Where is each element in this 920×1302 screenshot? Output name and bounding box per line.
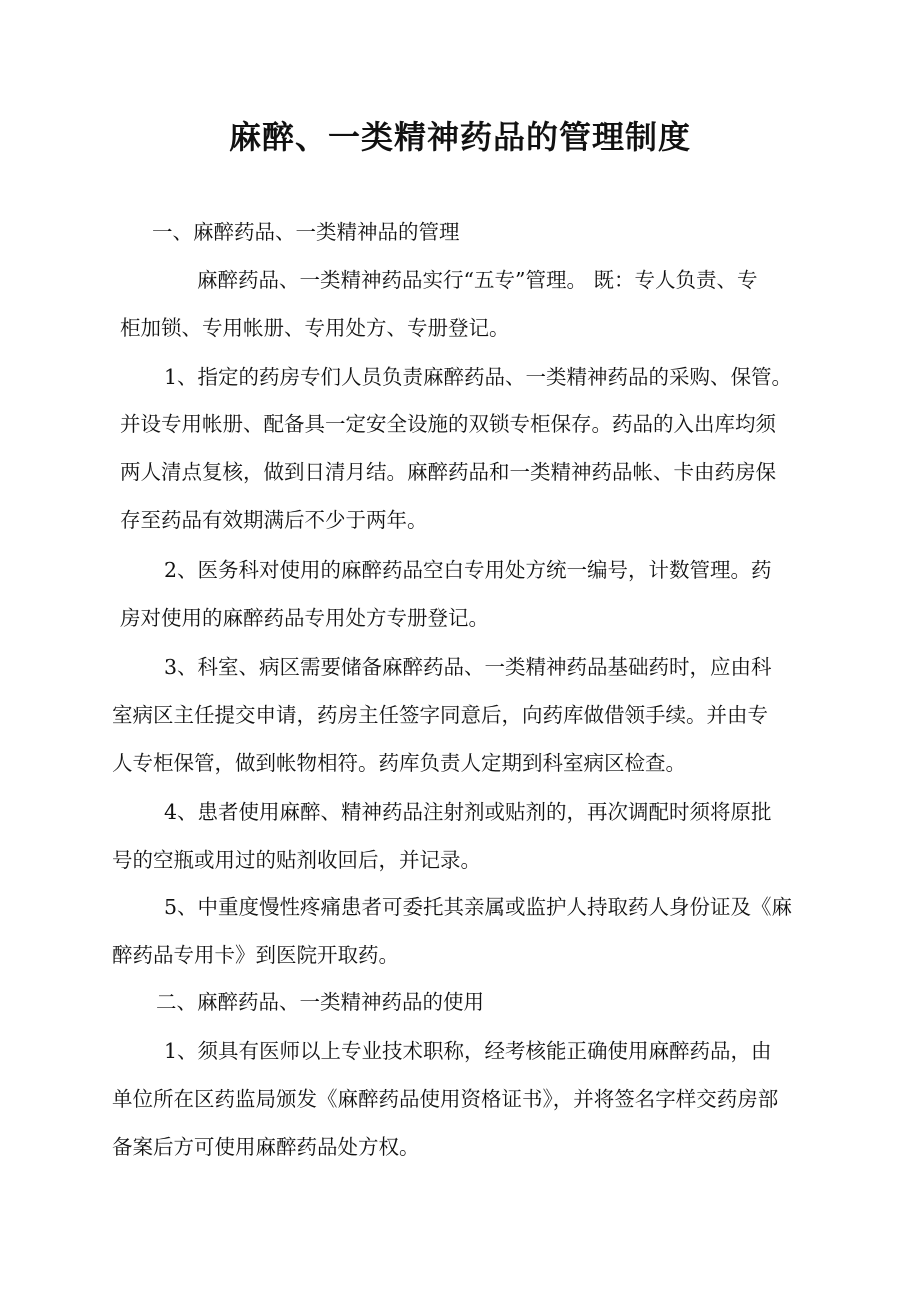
item-3-line-1: 3、科室、病区需要储备麻醉药品、一类精神药品基础药时，应由科 [164, 655, 772, 679]
item-4-line-1: 4、患者使用麻醉、精神药品注射剂或贴剂的，再次调配时须将原批 [164, 800, 772, 824]
intro-line-2: 柜加锁、专用帐册、专用处方、专册登记。 [120, 316, 510, 340]
section-2-item-1-line-2: 单位所在区药监局颁发《麻醉药品使用资格证书》，并将签名字样交药房部 [112, 1087, 779, 1111]
item-1-line-3: 两人清点复核，做到日清月结。麻醉药品和一类精神药品帐、卡由药房保 [120, 460, 776, 484]
item-5-line-1: 5、中重度慢性疼痛患者可委托其亲属或监护人持取药人身份证及《麻 [164, 895, 793, 919]
item-3-line-2: 室病区主任提交申请，药房主任签字同意后，向药库做借领手续。并由专 [112, 703, 768, 727]
item-2-line-2: 房对使用的麻醉药品专用处方专册登记。 [120, 606, 489, 630]
item-4-line-2: 号的空瓶或用过的贴剂收回后，并记录。 [112, 848, 481, 872]
item-5-line-2: 醉药品专用卡》到医院开取药。 [112, 943, 399, 967]
item-1-line-4: 存至药品有效期满后不少于两年。 [120, 508, 428, 532]
item-2-line-1: 2、医务科对使用的麻醉药品空白专用处方统一编号，计数管理。药 [164, 558, 772, 582]
intro-line-1: 麻醉药品、一类精神药品实行“五专”管理。 既：专人负责、专 [197, 268, 758, 292]
section-2-item-1-line-3: 备案后方可使用麻醉药品处方权。 [112, 1135, 420, 1159]
section-2-item-1-line-1: 1、须具有医师以上专业技术职称，经考核能正确使用麻醉药品，由 [164, 1039, 772, 1063]
document-title: 麻醉、一类精神药品的管理制度 [228, 118, 691, 156]
section-2-heading: 二、麻醉药品、一类精神药品的使用 [156, 990, 484, 1014]
item-1-line-2: 并设专用帐册、配备具一定安全设施的双锁专柜保存。药品的入出库均须 [120, 412, 776, 436]
section-1-heading: 一、麻醉药品、一类精神品的管理 [152, 220, 460, 244]
item-1-line-1: 1、指定的药房专们人员负责麻醉药品、一类精神药品的采购、保管。 [164, 365, 793, 389]
item-3-line-3: 人专柜保管，做到帐物相符。药库负责人定期到科室病区检查。 [112, 751, 686, 775]
